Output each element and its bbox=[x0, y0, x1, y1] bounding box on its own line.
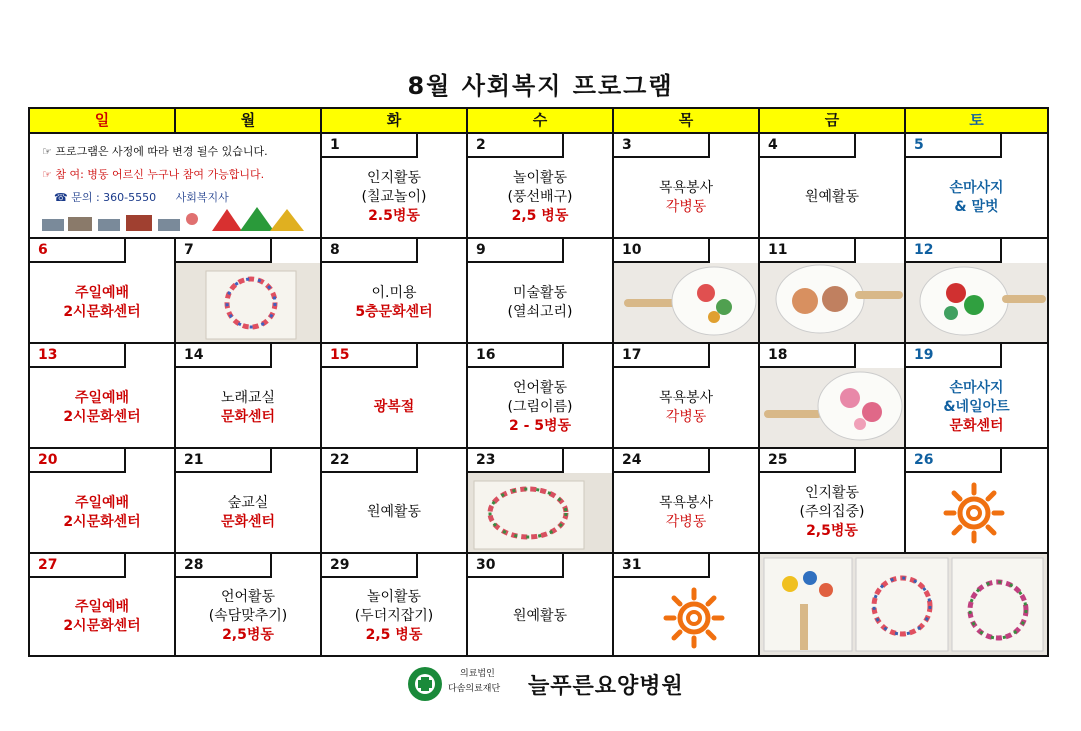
notice-line-2: ☞ 참 여: 병동 어르신 누구나 참여 가능합니다. bbox=[42, 168, 265, 181]
day-cell-31 bbox=[614, 554, 760, 655]
activity-name: 원예활동 bbox=[804, 189, 860, 205]
day-cell-23 bbox=[468, 449, 614, 554]
activity-location: 2.5병동 bbox=[368, 208, 420, 224]
day-cell-1 bbox=[322, 134, 468, 239]
activity-name: 인지활동 bbox=[804, 485, 860, 501]
hospital-name: 늘푸른요양병원 bbox=[528, 674, 684, 699]
day-cell-21 bbox=[176, 449, 322, 554]
day-cell-30 bbox=[468, 554, 614, 655]
activity-location: 2,5병동 bbox=[222, 627, 274, 643]
activity-name: 손마사지 bbox=[949, 179, 1004, 196]
crafts-photo bbox=[760, 554, 1047, 655]
day-cell-9 bbox=[468, 239, 614, 344]
activity-name: 이.미용 bbox=[371, 284, 417, 301]
day-cell-19 bbox=[906, 344, 1047, 449]
day-number: 6 bbox=[30, 239, 126, 263]
phone-number: 360-5550 bbox=[103, 191, 157, 204]
activity-detail: (주의집중) bbox=[799, 504, 865, 520]
day-cell-4 bbox=[760, 134, 906, 239]
fan-photo bbox=[906, 263, 1047, 342]
day-cell-26 bbox=[906, 449, 1047, 554]
crafts-photo-collage bbox=[760, 554, 1047, 655]
day-cell-16 bbox=[468, 344, 614, 449]
activity-detail: (풍선배구) bbox=[507, 189, 573, 205]
activity-location: 각병동 bbox=[665, 513, 707, 530]
day-number: 4 bbox=[760, 134, 856, 158]
activity-location: 2,5병동 bbox=[806, 523, 858, 539]
weekday-header-sun: 일 bbox=[30, 109, 176, 134]
activity-name: 목욕봉사 bbox=[658, 179, 714, 196]
activity-detail: (열쇠고리) bbox=[507, 303, 573, 320]
activity-name: 목욕봉사 bbox=[658, 494, 714, 511]
parade-illustration bbox=[42, 205, 312, 235]
day-number: 16 bbox=[468, 344, 564, 368]
day-number: 22 bbox=[322, 449, 418, 473]
activity-location: 2 - 5병동 bbox=[508, 418, 572, 434]
day-number: 13 bbox=[30, 344, 126, 368]
activity-name: 놀이활동 bbox=[366, 589, 422, 605]
day-cell-28 bbox=[176, 554, 322, 655]
activity-detail: & 말벗 bbox=[954, 198, 999, 215]
day-cell-8 bbox=[322, 239, 468, 344]
day-number: 12 bbox=[906, 239, 1002, 263]
day-number: 8 bbox=[322, 239, 418, 263]
weekday-header-fri: 금 bbox=[760, 109, 906, 134]
day-cell-11 bbox=[760, 239, 906, 344]
activity-name: 주일예배 bbox=[74, 494, 130, 511]
calendar-table bbox=[28, 107, 1049, 657]
day-cell-3 bbox=[614, 134, 760, 239]
day-cell-12 bbox=[906, 239, 1047, 344]
activity-name: 인지활동 bbox=[366, 170, 422, 186]
day-cell-29 bbox=[322, 554, 468, 655]
sun-icon bbox=[906, 473, 1047, 552]
contact-person: 사회복지사 bbox=[175, 191, 229, 204]
day-cell-18 bbox=[760, 344, 906, 449]
day-cell-6 bbox=[30, 239, 176, 344]
activity-location: 문화센터 bbox=[949, 418, 1004, 434]
fan-photo bbox=[614, 263, 760, 342]
foundation-name: 다솜의료재단 bbox=[448, 684, 501, 694]
activity-location: 2시문화센터 bbox=[63, 513, 141, 530]
day-number: 1 bbox=[322, 134, 418, 158]
phone-label: ☎ 문의 : bbox=[54, 191, 100, 204]
activity-name: 언어활동 bbox=[512, 380, 568, 396]
day-number: 18 bbox=[760, 344, 856, 368]
day-cell-24 bbox=[614, 449, 760, 554]
hospital-logo-icon bbox=[408, 667, 442, 701]
day-number: 3 bbox=[614, 134, 710, 158]
notice-line-1: ☞ 프로그램은 사정에 따라 변경 될수 있습니다. bbox=[42, 145, 268, 158]
activity-name: 놀이활동 bbox=[512, 170, 568, 186]
day-number: 19 bbox=[906, 344, 1002, 368]
weekday-header-wed: 수 bbox=[468, 109, 614, 134]
activity-name: 주일예배 bbox=[74, 284, 130, 301]
day-cell-15 bbox=[322, 344, 468, 449]
activity-location: 문화센터 bbox=[220, 408, 276, 425]
day-number: 11 bbox=[760, 239, 856, 263]
fan-photo bbox=[760, 368, 906, 447]
notice-cell bbox=[30, 134, 322, 239]
holiday-name: 광복절 bbox=[373, 399, 415, 415]
activity-name: 노래교실 bbox=[220, 389, 276, 406]
activity-name: 주일예배 bbox=[74, 598, 130, 615]
day-number: 28 bbox=[176, 554, 272, 578]
activity-detail: (두더지잡기) bbox=[354, 608, 434, 624]
activity-name: 숲교실 bbox=[227, 494, 269, 511]
day-cell-25 bbox=[760, 449, 906, 554]
day-number: 25 bbox=[760, 449, 856, 473]
tote-bag-photo bbox=[468, 473, 614, 552]
day-cell-10 bbox=[614, 239, 760, 344]
activity-detail: (속담맞추기) bbox=[208, 608, 288, 624]
day-number: 9 bbox=[468, 239, 564, 263]
day-cell-17 bbox=[614, 344, 760, 449]
activity-location: 2,5 병동 bbox=[365, 627, 423, 643]
activity-detail: &네일아트 bbox=[943, 399, 1010, 415]
day-number: 10 bbox=[614, 239, 710, 263]
day-number: 30 bbox=[468, 554, 564, 578]
activity-location: 2시문화센터 bbox=[63, 303, 141, 320]
sun-icon bbox=[614, 578, 760, 655]
activity-location: 각병동 bbox=[665, 408, 707, 425]
day-number: 15 bbox=[322, 344, 418, 368]
day-number: 23 bbox=[468, 449, 564, 473]
day-cell-27 bbox=[30, 554, 176, 655]
day-cell-13 bbox=[30, 344, 176, 449]
weekday-header-sat: 토 bbox=[906, 109, 1047, 134]
activity-location: 2시문화센터 bbox=[63, 408, 141, 425]
day-number: 2 bbox=[468, 134, 564, 158]
activity-name: 원예활동 bbox=[366, 504, 422, 520]
page-title: 8월 사회복지 프로그램 bbox=[407, 72, 674, 100]
day-cell-5 bbox=[906, 134, 1047, 239]
day-number: 21 bbox=[176, 449, 272, 473]
hospital-footer bbox=[408, 665, 708, 705]
day-cell-20 bbox=[30, 449, 176, 554]
activity-location: 5층문화센터 bbox=[355, 303, 433, 320]
activity-name: 언어활동 bbox=[220, 589, 276, 605]
day-number: 7 bbox=[176, 239, 272, 263]
tote-bag-photo bbox=[176, 263, 322, 342]
day-number: 14 bbox=[176, 344, 272, 368]
org-type: 의료법인 bbox=[460, 669, 495, 679]
activity-location: 2시문화센터 bbox=[63, 617, 141, 634]
day-number: 5 bbox=[906, 134, 1002, 158]
day-cell-22 bbox=[322, 449, 468, 554]
day-number: 29 bbox=[322, 554, 418, 578]
day-cell-2 bbox=[468, 134, 614, 239]
weekday-header-tue: 화 bbox=[322, 109, 468, 134]
activity-location: 2,5 병동 bbox=[511, 208, 569, 224]
activity-name: 목욕봉사 bbox=[658, 389, 714, 406]
day-number: 24 bbox=[614, 449, 710, 473]
day-cell-7 bbox=[176, 239, 322, 344]
day-number: 17 bbox=[614, 344, 710, 368]
day-number: 27 bbox=[30, 554, 126, 578]
activity-name: 주일예배 bbox=[74, 389, 130, 406]
weekday-header-mon: 월 bbox=[176, 109, 322, 134]
activity-location: 문화센터 bbox=[220, 513, 276, 530]
day-number: 26 bbox=[906, 449, 1002, 473]
activity-name: 원예활동 bbox=[512, 608, 568, 624]
day-number: 20 bbox=[30, 449, 126, 473]
fan-photo bbox=[760, 263, 906, 342]
weekday-header-thu: 목 bbox=[614, 109, 760, 134]
activity-name: 미술활동 bbox=[512, 284, 568, 301]
activity-detail: (그림이름) bbox=[507, 399, 573, 415]
day-number: 31 bbox=[614, 554, 710, 578]
activity-name: 손마사지 bbox=[949, 380, 1004, 396]
day-cell-14 bbox=[176, 344, 322, 449]
activity-detail: (칠교놀이) bbox=[361, 189, 427, 205]
activity-location: 각병동 bbox=[665, 198, 707, 215]
